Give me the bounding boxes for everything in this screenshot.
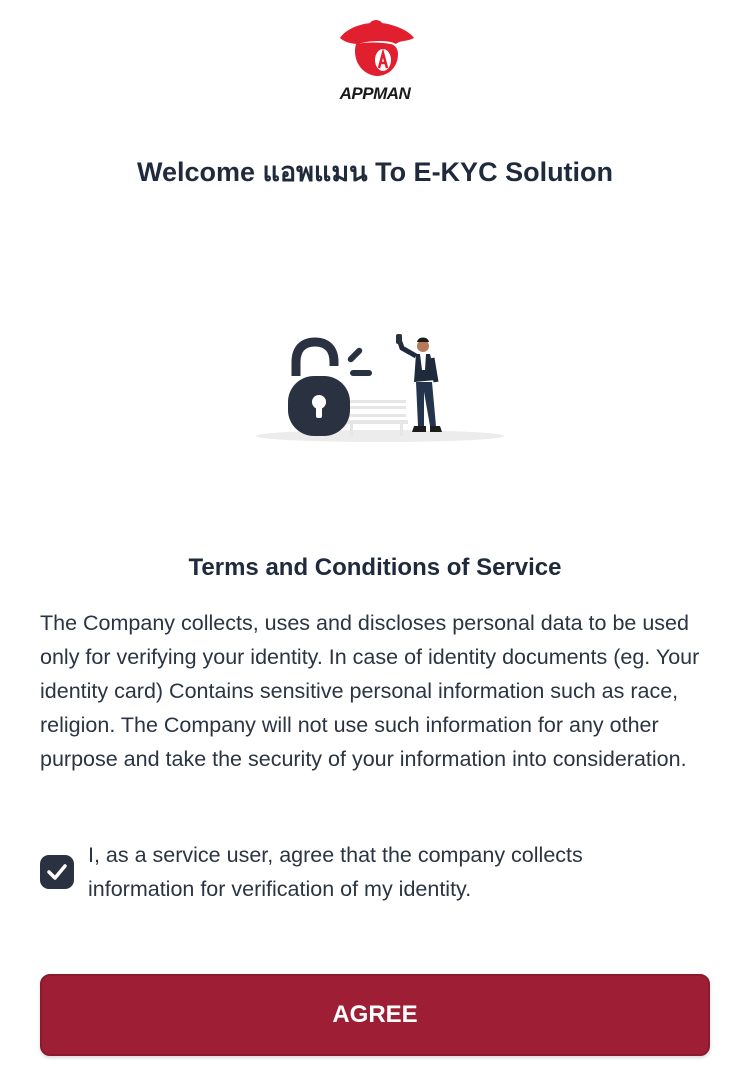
consent-row: [40, 838, 710, 918]
terms-body-text: The Company collects, uses and discloses personal data to be used only for verifying your identity. In case of identity documents (eg. Your identity card) Contains sensitive personal information such as race, religion. The Company will not use such information for any other purpose and take the security of your information into consideration.: [40, 611, 700, 771]
appman-logo: [330, 18, 420, 104]
consent-label: I, as a service user, agree that the company collects information for verification of my identity.: [88, 843, 583, 901]
agree-button[interactable]: AGREE: [40, 974, 710, 1056]
consent-checkbox[interactable]: [40, 855, 74, 889]
unlocked-padlock-icon: [250, 330, 510, 450]
appman-logo-icon: [330, 18, 420, 88]
terms-heading: Terms and Conditions of Service: [188, 554, 562, 581]
checkmark-icon: [46, 862, 68, 882]
page-title: Welcome แอพแมน To E-KYC Solution: [136, 157, 614, 187]
security-illustration: [250, 330, 510, 450]
logo-wordmark: APPMAN: [339, 84, 411, 103]
